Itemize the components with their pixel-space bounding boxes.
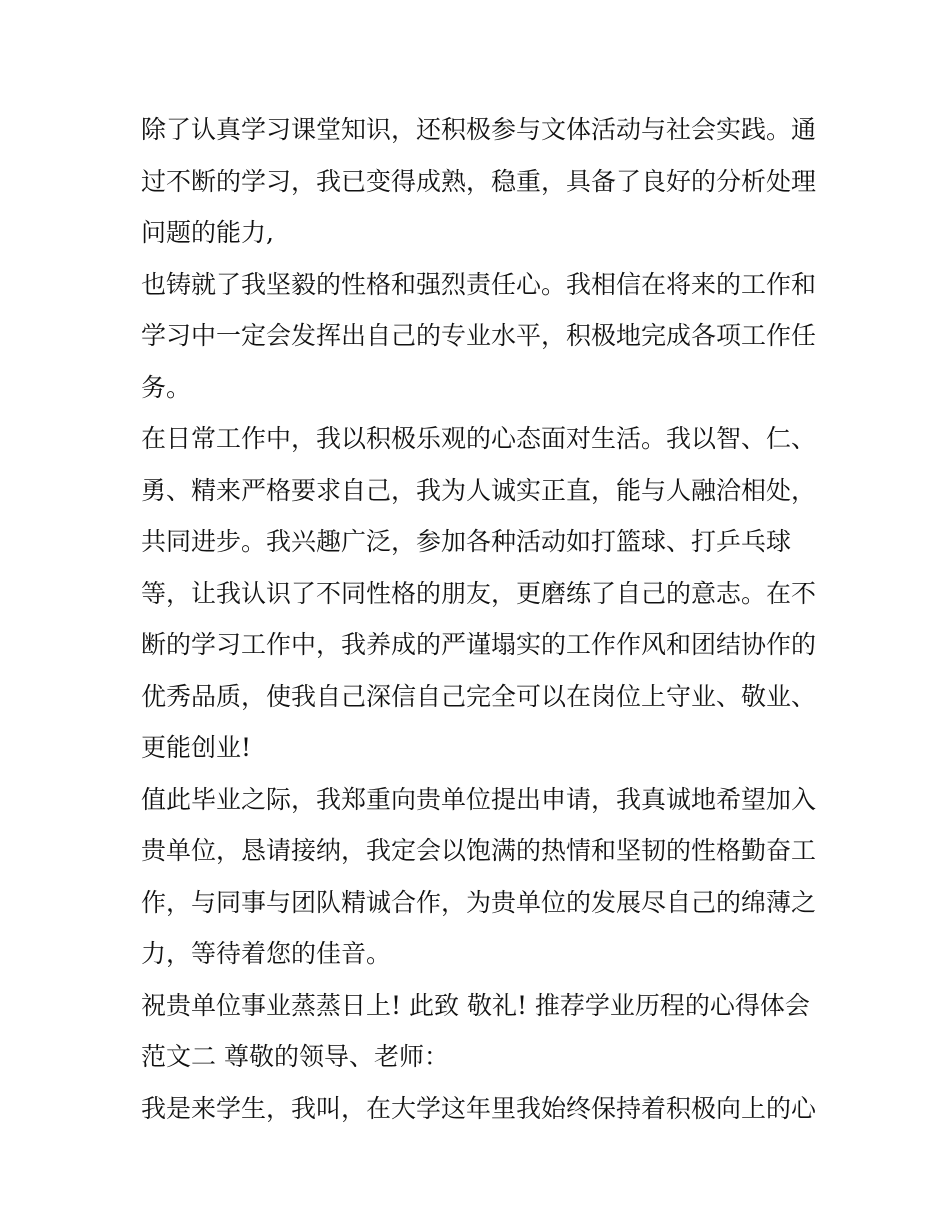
text-line: 贵单位，恳请接纳，我定会以饱满的热情和坚韧的性格勤奋工 — [141, 836, 817, 865]
text-line: 断的学习工作中，我养成的严谨塌实的工作作风和团结协作的 — [141, 630, 817, 659]
text-line: 我是来学生，我叫，在大学这年里我始终保持着积极向上的心 — [141, 1093, 817, 1123]
text-line: 在日常工作中，我以积极乐观的心态面对生活。我以智、仁、 — [141, 424, 817, 453]
text-line: 勇、精来严格要求自己，我为人诚实正直，能与人融洽相处， — [141, 475, 817, 505]
text-line: 范文二 尊敬的领导、老师： — [141, 1042, 449, 1071]
text-line: 过不断的学习，我已变得成熟，稳重，具备了良好的分析处理 — [141, 166, 817, 196]
text-line: 更能创业! — [141, 733, 252, 762]
text-line: 除了认真学习课堂知识，还积极参与文体活动与社会实践。通 — [141, 115, 817, 144]
text-line: 值此毕业之际，我郑重向贵单位提出申请，我真诚地希望加入 — [141, 784, 817, 814]
text-line: 力，等待着您的佳音。 — [141, 939, 392, 968]
body-text — [141, 104, 821, 1134]
text-line: 优秀品质，使我自己深信自己完全可以在岗位上守业、敬业、 — [141, 681, 817, 711]
text-line: 作，与同事与团队精诚合作，为贵单位的发展尽自己的绵薄之 — [141, 887, 817, 917]
text-line: 也铸就了我坚毅的性格和强烈责任心。我相信在将来的工作和 — [141, 269, 817, 299]
text-line: 问题的能力, — [141, 218, 274, 247]
text-line: 学习中一定会发挥出自己的专业水平，积极地完成各项工作任 — [141, 321, 817, 350]
text-line: 务。 — [141, 372, 192, 402]
text-line: 祝贵单位事业蒸蒸日上! 此致 敬礼! 推荐学业历程的心得体会 — [141, 990, 810, 1020]
text-line: 共同进步。我兴趣广泛，参加各种活动如打篮球、打乒乓球 — [141, 527, 792, 556]
text-line: 等，让我认识了不同性格的朋友，更磨练了自己的意志。在不 — [141, 578, 817, 608]
